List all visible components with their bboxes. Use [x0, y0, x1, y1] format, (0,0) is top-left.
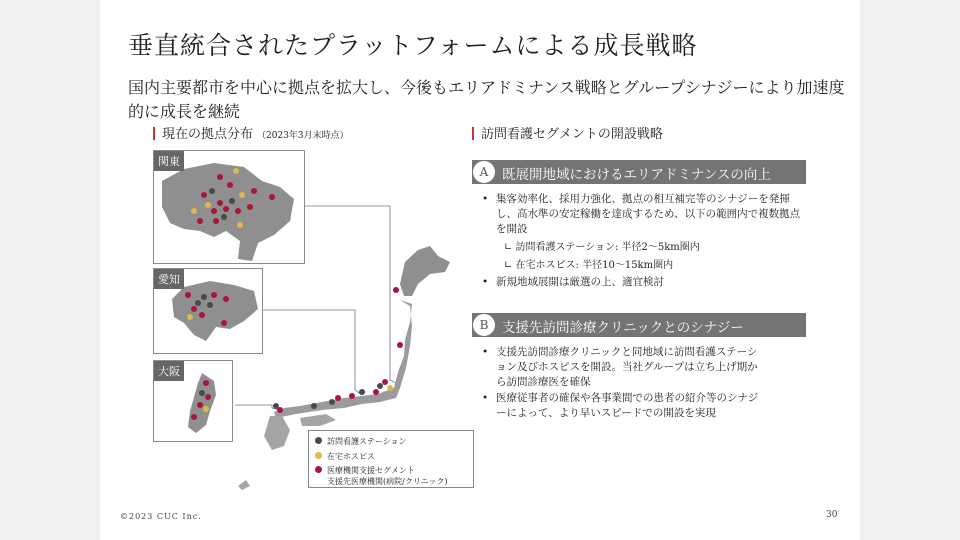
hokkaido-shape [400, 246, 450, 296]
section-a-sub-2: ∟ 在宅ホスピス: 半径10〜15km圏内 [504, 260, 674, 271]
okinawa-shape [238, 480, 250, 490]
map-legend [308, 430, 474, 488]
distribution-heading: 現在の拠点分布 （2023年3月末時点） [153, 123, 349, 142]
aichi-inset-map [153, 268, 263, 354]
aichi-label: 愛知 [154, 269, 184, 289]
shikoku-shape [300, 414, 336, 426]
osaka-inset-map [153, 360, 233, 442]
strategy-heading: 訪問看護セグメントの開設戦略 [472, 123, 663, 142]
legend-dot-icon [315, 466, 322, 473]
section-a-banner [472, 160, 806, 184]
section-a-bullet-2: • 新規地域展開は厳選の上、適宜検討 [482, 276, 664, 288]
page-number: 30 [826, 510, 838, 520]
legend-item-medical: 医療機関支援セグメント 支援先医療機関(病院/クリニック) [315, 465, 447, 487]
slide [100, 0, 860, 540]
osaka-label: 大阪 [154, 361, 184, 381]
section-a-letter: A [472, 160, 496, 184]
section-a-sub-1: ∟ 訪問看護ステーション: 半径2〜5km圏内 [504, 242, 700, 253]
heading-note: （2023年3月末時点） [257, 131, 349, 141]
copyright: ©2023 CUC Inc. [120, 512, 202, 521]
page-subtitle: 国内主要都市を中心に拠点を拡大し、今後もエリアドミナンス戦略とグループシナジーにより加速度的に成長を継続 [128, 78, 845, 121]
section-b-bullet-1: • 支援先訪問診療クリニックと同地域に訪問看護ステーション及びホスピスを開設。当社グループは立ち上げ期から訪問診療医を確保 [482, 346, 758, 388]
kanto-label: 関東 [154, 151, 184, 171]
legend-item-hospice: 在宅ホスピス [315, 451, 375, 462]
legend-dot-icon [315, 452, 322, 459]
page-title: 垂直統合されたプラットフォームによる成長戦略 [128, 31, 698, 60]
section-b-title: 支援先訪問診療クリニックとのシナジー [502, 320, 744, 336]
section-b-letter: B [472, 313, 496, 337]
legend-dot-icon [315, 437, 322, 444]
kyushu-shape [264, 416, 290, 450]
section-b-banner [472, 313, 806, 337]
section-a-bullet-1: • 集客効率化、採用力強化、拠点の相互補完等のシナジーを発揮し、高水準の安定稼働を達成するため、以下の範囲内で複数拠点を開設 [482, 193, 801, 235]
accent-bar [472, 127, 474, 140]
legend-item-station: 訪問看護ステーション [315, 436, 407, 447]
kanto-inset-map [153, 150, 305, 264]
honshu-shape [274, 300, 412, 418]
section-b-bullet-2: • 医療従事者の確保や各事業間での患者の紹介等のシナジーによって、より早いスピードでの開設を実現 [482, 392, 759, 419]
section-a-title: 既展開地域におけるエリアドミナンスの向上 [502, 167, 771, 183]
